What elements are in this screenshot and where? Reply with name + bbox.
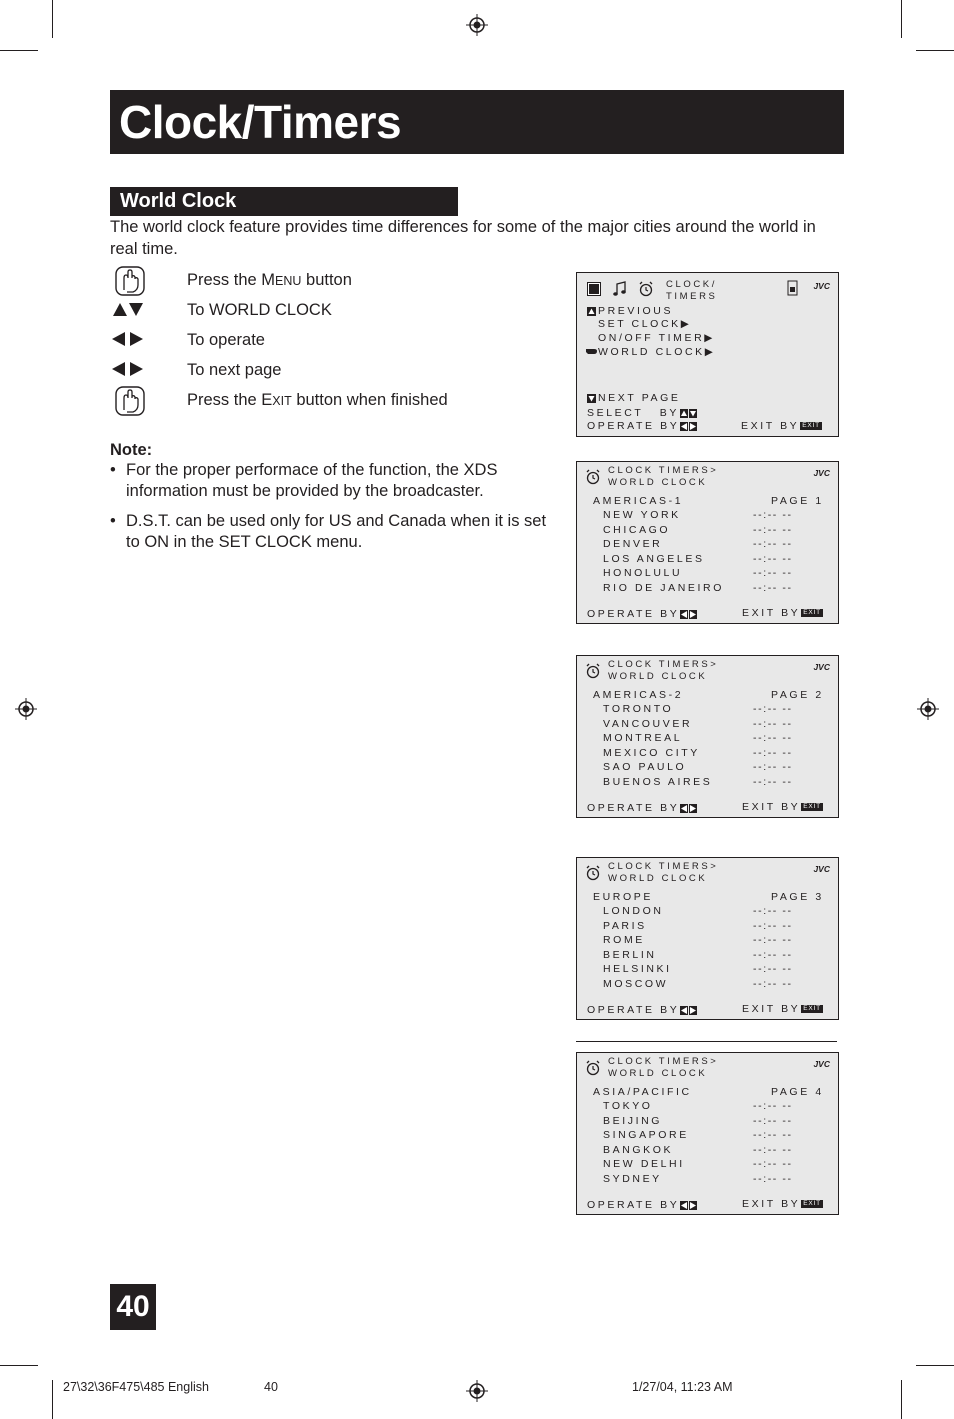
exit-hint [742,1198,823,1210]
right-triangle-icon: ▶ [704,346,716,358]
step-text-pre: Press the E [187,391,273,409]
picture-icon [587,282,601,296]
step-text-smallcaps: XIT [272,394,292,408]
jvc-logo: JVC [813,281,830,291]
note-text: For the proper performace of the function, the XDS information must be provided by the broadcaster. [126,461,498,500]
operate-hint [587,608,698,620]
city-name: DENVER [603,538,663,550]
crop-mark [0,50,38,51]
exit-key-badge: EXIT [803,803,821,811]
step-text-pre: Press the M [187,271,276,289]
world-clock-screen [576,857,839,1020]
page-indicator: PAGE 1 [771,495,824,507]
page-title: Clock/Timers [119,96,402,148]
city-name: LONDON [603,905,664,917]
section-heading-bar [110,187,458,216]
step-menu [187,270,352,291]
hint-label: OPERATE BY [587,608,680,620]
exit-key-badge: EXIT [803,609,821,617]
city-time: --:-- -- [753,1172,793,1185]
city-name: HELSINKI [603,963,672,975]
city-time: --:-- -- [753,963,793,975]
menu-exit-hint [741,420,822,432]
pointing-hand-icon [586,346,598,356]
city-name: BANGKOK [603,1143,674,1156]
menu-screen [576,272,839,437]
page-number: 40 [110,1284,156,1330]
step-text-pre: To operate [187,331,265,349]
hint-label: EXIT BY [742,801,801,813]
city-name: LOS ANGELES [603,552,705,565]
region-label: EUROPE [593,891,653,903]
step-text-smallcaps: ENU [275,274,302,288]
world-clock-screen [576,461,839,624]
city-time: --:-- -- [753,761,793,773]
hint-label: OPERATE BY [587,1199,680,1211]
region-label: AMERICAS-1 [593,495,684,507]
operate-hint [587,802,698,814]
city-time: --:-- -- [753,703,793,715]
city-time: --:-- -- [753,732,793,744]
footer-page: 40 [264,1380,278,1394]
page-indicator: PAGE 2 [771,689,824,701]
step-world-clock [187,300,332,320]
menu-select-hint [587,407,698,419]
menu-item-label: WORLD CLOCK [598,346,705,358]
alarm-clock-icon [585,663,601,679]
city-time: --:-- -- [753,1100,793,1112]
hint-label: SELECT BY [587,407,680,419]
city-time: --:-- -- [753,581,793,594]
city-time: --:-- -- [753,509,793,521]
city-time: --:-- -- [753,717,793,730]
menu-item-set-clock[interactable] [598,318,691,330]
lock-icon [787,280,799,296]
page-title-bar [110,90,844,154]
menu-title-line1: CLOCK/ [666,279,717,290]
hand-press-icon [112,384,148,418]
page-indicator: PAGE 3 [771,891,824,903]
city-name: PARIS [603,919,647,932]
alarm-clock-icon [585,865,601,881]
menu-operate-hint [587,420,698,432]
step-next-page [187,360,282,380]
registration-mark-icon [15,698,37,720]
city-time: --:-- -- [753,552,793,565]
world-clock-screen [576,1052,839,1215]
left-right-arrows-icon [680,804,698,813]
city-name: BEIJING [603,1114,663,1127]
city-time: --:-- -- [753,746,793,759]
city-name: NEW YORK [603,509,681,521]
operate-hint [587,1199,698,1211]
screen-title-line1: CLOCK TIMERS> [608,861,719,872]
step-text-post: button when finished [291,391,448,409]
bullet: • [110,512,116,530]
menu-title-line2: TIMERS [666,291,718,302]
hand-press-icon [112,264,148,298]
alarm-clock-icon [638,281,654,297]
exit-hint [742,801,823,813]
footer-file: 27\32\36F475\485 English [63,1380,209,1394]
exit-hint [742,1003,823,1015]
city-name: CHICAGO [603,523,671,536]
crop-mark [52,0,53,38]
exit-key-badge: EXIT [803,1005,821,1013]
city-name: MOSCOW [603,977,669,990]
hint-label: EXIT BY [741,420,800,432]
left-right-arrows-icon [112,330,148,364]
crop-mark [916,50,954,51]
crop-mark [52,1380,53,1419]
alarm-clock-icon [585,469,601,485]
city-time: --:-- -- [753,1143,793,1156]
step-text-post: button [301,271,352,289]
region-label: ASIA/PACIFIC [593,1086,692,1098]
crop-mark [901,1380,902,1419]
city-name: BERLIN [603,948,657,961]
exit-key-badge: EXIT [802,422,820,430]
left-right-arrows-icon [680,1201,698,1210]
city-name: SINGAPORE [603,1129,689,1141]
page-indicator: PAGE 4 [771,1086,824,1098]
registration-mark-icon [466,1380,488,1402]
left-right-arrows-icon [680,422,698,431]
menu-item-world-clock[interactable] [598,346,715,358]
step-operate [187,330,265,350]
step-text-pre: To WORLD CLOCK [187,301,332,319]
city-time: --:-- -- [753,948,793,961]
crop-mark [916,1365,954,1366]
bullet: • [110,461,116,479]
hint-label: EXIT BY [742,1003,801,1015]
city-name: TORONTO [603,703,674,715]
up-arrow-icon [587,307,596,316]
note-item [110,460,550,502]
up-down-arrows-icon [112,300,148,334]
screen-title-line2: WORLD CLOCK [608,873,708,884]
screen-title-line1: CLOCK TIMERS> [608,659,719,670]
note-heading: Note: [110,441,153,459]
city-time: --:-- -- [753,919,793,932]
registration-mark-icon [917,698,939,720]
city-time: --:-- -- [753,567,793,579]
jvc-logo: JVC [813,1059,830,1069]
city-time: --:-- -- [753,1129,793,1141]
region-label: AMERICAS-2 [593,689,684,701]
screen-title-line2: WORLD CLOCK [608,1068,708,1079]
city-name: SAO PAULO [603,761,687,773]
screen-title-line2: WORLD CLOCK [608,671,708,682]
hint-label: EXIT BY [742,1198,801,1210]
hint-label: EXIT BY [742,607,801,619]
city-name: BUENOS AIRES [603,775,713,788]
city-time: --:-- -- [753,934,793,946]
up-down-arrows-icon [680,409,698,418]
menu-next-page[interactable]: NEXT PAGE [598,392,681,404]
right-triangle-icon: ▶ [680,318,692,330]
crop-mark [901,0,902,38]
crop-mark [0,1365,38,1366]
hint-label: OPERATE BY [587,802,680,814]
registration-mark-icon [466,14,488,36]
screen-title-line1: CLOCK TIMERS> [608,465,719,476]
city-name: SYDNEY [603,1172,662,1185]
exit-key-badge: EXIT [803,1200,821,1208]
menu-item-label: ON/OFF TIMER [598,332,705,344]
world-clock-screen [576,655,839,818]
city-time: --:-- -- [753,1158,793,1170]
section-heading: World Clock [120,190,237,212]
left-right-arrows-icon [680,1006,698,1015]
note-item [110,511,550,553]
screen-title-line2: WORLD CLOCK [608,477,708,488]
intro-paragraph: The world clock feature provides time differences for some of the major cities around the world in real time. [110,218,816,258]
menu-item-previous[interactable]: PREVIOUS [598,305,674,317]
city-time: --:-- -- [753,905,793,917]
footer-date: 1/27/04, 11:23 AM [632,1380,733,1394]
city-name: TOKYO [603,1100,653,1112]
city-time: --:-- -- [753,977,793,990]
jvc-logo: JVC [813,468,830,478]
city-time: --:-- -- [753,775,793,788]
hint-label: OPERATE BY [587,1004,680,1016]
screen-title-line1: CLOCK TIMERS> [608,1056,719,1067]
menu-item-on-off-timer[interactable] [598,332,715,344]
music-note-icon [613,281,627,297]
hint-label: OPERATE BY [587,420,680,432]
city-name: HONOLULU [603,567,683,579]
city-name: RIO DE JANEIRO [603,581,724,594]
jvc-logo: JVC [813,864,830,874]
menu-item-label: SET CLOCK [598,318,681,330]
city-name: ROME [603,934,645,946]
right-triangle-icon: ▶ [704,332,715,344]
city-time: --:-- -- [753,1114,793,1127]
city-time: --:-- -- [753,523,793,536]
city-name: VANCOUVER [603,717,693,730]
city-name: NEW DELHI [603,1158,685,1170]
down-arrow-icon [587,394,596,403]
note-text: D.S.T. can be used only for US and Canada when it is set to ON in the SET CLOCK menu. [126,512,547,551]
alarm-clock-icon [585,1060,601,1076]
city-name: MEXICO CITY [603,746,700,759]
operate-hint [587,1004,698,1016]
step-exit [187,390,448,411]
divider [576,1041,837,1042]
city-time: --:-- -- [753,538,793,550]
left-right-arrows-icon [680,610,698,619]
jvc-logo: JVC [813,662,830,672]
city-name: MONTREAL [603,732,683,744]
exit-hint [742,607,823,619]
step-text-pre: To next page [187,361,282,379]
